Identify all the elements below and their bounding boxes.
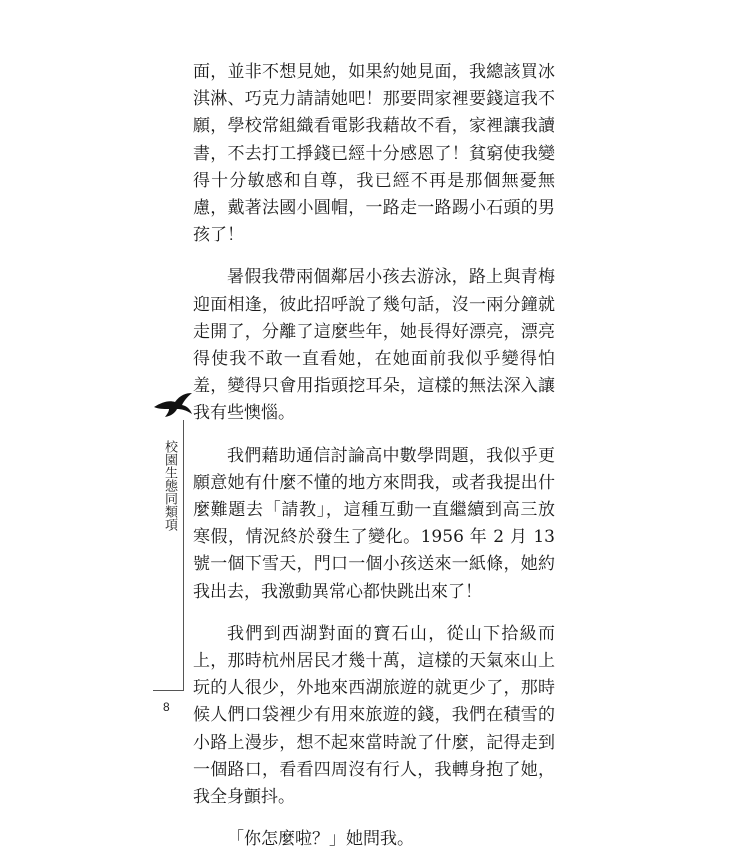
section-title: 校園生態同類項	[162, 440, 177, 531]
paragraph: 面，並非不想見她，如果約她見面，我總該買冰淇淋、巧克力請請她吧！那要問家裡要錢這我不願，學校常組織看電影我藉故不看，家裡讓我讀書，不去打工掙錢已經十分感恩了！貧窮使我變得十分敏感和自尊，我已經不再是那個無憂無慮，戴著法國小圓帽，一路走一路踢小石頭的男孩了！	[193, 62, 555, 246]
body-text	[193, 59, 555, 853]
footer-rule	[153, 690, 184, 691]
bird-icon	[153, 392, 193, 418]
paragraph: 我們到西湖對面的寶石山，從山下拾級而上，那時杭州居民才幾十萬，這樣的天氣來山上玩的人很少，外地來西湖旅遊的就更少了，那時候人們口袋裡少有用來旅遊的錢，我們在積雪的小路上漫步，想不起來當時說了什麼，記得走到一個路口，看看四周沒有行人，我轉身抱了她，我全身顫抖。	[193, 623, 555, 808]
page-number: 8	[163, 700, 170, 714]
paragraph: 暑假我帶兩個鄰居小孩去游泳，路上與青梅迎面相逢，彼此招呼說了幾句話，沒一兩分鐘就走開了，分離了這麼些年，她長得好漂亮，漂亮得使我不敢一直看她，在她面前我似乎變得怕羞，變得只會用指頭挖耳朵，這樣的無法深入讓我有些懊惱。	[193, 267, 555, 424]
paragraph: 「你怎麼啦？」她問我。	[227, 829, 414, 850]
paragraph: 我們藉助通信討論高中數學問題，我似乎更願意她有什麼不懂的地方來問我，或者我提出什麼難題去「請教」，這種互動一直繼續到高三放寒假，情況終於發生了變化。1956 年 2 月 13 號一個下雪天，門口一個小孩送來一紙條，她約我出去，我激動異常心都快跳出來了！	[193, 445, 555, 602]
margin-rule	[183, 420, 184, 690]
